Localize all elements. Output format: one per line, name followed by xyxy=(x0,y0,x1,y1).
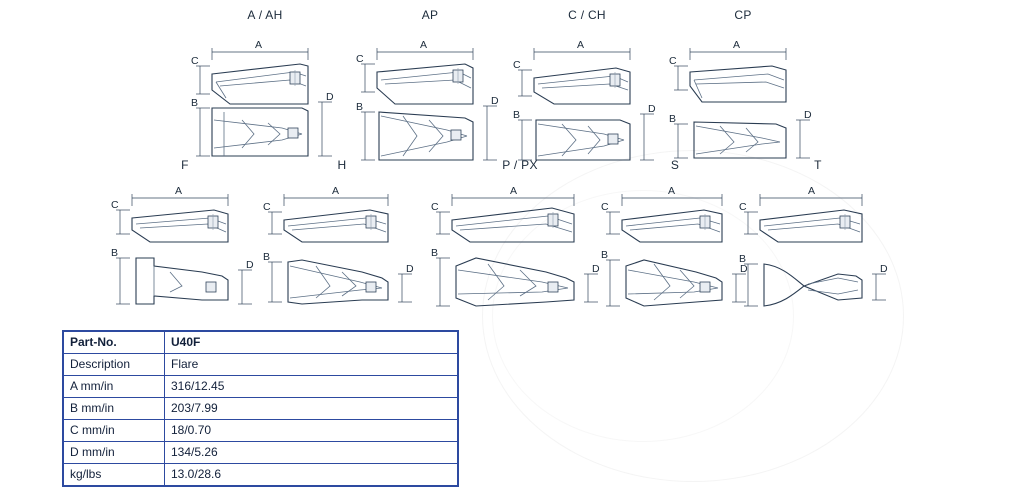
variant-drawing xyxy=(600,174,750,314)
variant-views xyxy=(738,174,898,314)
dim-d-label: D xyxy=(326,91,334,103)
variant-drawing xyxy=(262,174,422,314)
variant-views xyxy=(355,24,505,164)
table-row xyxy=(64,398,458,420)
dim-d-label: D xyxy=(491,95,499,107)
dim-d-label: D xyxy=(406,263,414,275)
variant-label: F xyxy=(181,158,189,172)
dim-b-label: B xyxy=(191,97,199,109)
variant-drawing xyxy=(430,174,610,314)
dim-b-label: B xyxy=(739,253,747,265)
spec-table xyxy=(62,330,459,487)
dim-d-label: D xyxy=(592,263,600,275)
variant-label: H xyxy=(337,158,347,172)
dim-b-label: B xyxy=(356,101,364,113)
variant-label: AP xyxy=(421,8,439,22)
row-key: kg/lbs xyxy=(64,464,165,486)
dim-a-label: A xyxy=(332,185,340,197)
variant-views xyxy=(512,24,662,164)
dim-c-label: C xyxy=(739,201,747,213)
dim-c-label: C xyxy=(263,201,271,213)
dim-c-label: C xyxy=(111,199,119,211)
dim-c-label: C xyxy=(669,55,677,67)
dim-d-label: D xyxy=(648,103,656,115)
dim-c-label: C xyxy=(356,53,364,65)
variant-drawing xyxy=(738,174,898,314)
variant-views xyxy=(600,174,750,314)
dim-b-label: B xyxy=(431,247,439,259)
variant-c-ch xyxy=(512,8,662,158)
spec-table-grid xyxy=(63,331,458,486)
variant-label: T xyxy=(814,158,822,172)
dim-a-label: A xyxy=(733,39,741,51)
variant-label: S xyxy=(670,158,680,172)
dim-a-label: A xyxy=(420,39,428,51)
variant-drawing xyxy=(110,174,260,314)
table-row xyxy=(64,332,458,354)
variant-label: C / CH xyxy=(568,8,606,22)
table-row xyxy=(64,464,458,486)
dim-d-label: D xyxy=(880,263,888,275)
row-value: 18/0.70 xyxy=(165,420,458,442)
variant-drawing xyxy=(512,24,662,164)
variant-p-px xyxy=(430,158,610,308)
row-value: 13.0/28.6 xyxy=(165,464,458,486)
dim-a-label: A xyxy=(668,185,676,197)
variant-label: CP xyxy=(734,8,752,22)
dim-a-label: A xyxy=(808,185,816,197)
row-value: 134/5.26 xyxy=(165,442,458,464)
variant-views xyxy=(190,24,340,164)
dim-b-label: B xyxy=(263,251,271,263)
dim-d-label: D xyxy=(804,109,812,121)
dim-b-label: B xyxy=(513,109,521,121)
dim-a-label: A xyxy=(175,185,183,197)
dim-a-label: A xyxy=(510,185,518,197)
variant-s xyxy=(600,158,750,308)
dim-c-label: C xyxy=(431,201,439,213)
dim-c-label: C xyxy=(191,55,199,67)
table-row xyxy=(64,442,458,464)
variant-drawing xyxy=(355,24,505,164)
row-key: D mm/in xyxy=(64,442,165,464)
dim-b-label: B xyxy=(669,113,677,125)
table-row xyxy=(64,354,458,376)
table-row xyxy=(64,420,458,442)
row-key: Description xyxy=(64,354,165,376)
variant-cp xyxy=(668,8,818,158)
dim-c-label: C xyxy=(513,59,521,71)
variant-label: P / PX xyxy=(502,158,538,172)
row-key: Part-No. xyxy=(64,332,165,354)
variant-a-ah xyxy=(190,8,340,158)
row-value: 316/12.45 xyxy=(165,376,458,398)
dim-b-label: B xyxy=(601,249,609,261)
variant-h xyxy=(262,158,422,308)
row-value: 203/7.99 xyxy=(165,398,458,420)
row-key: A mm/in xyxy=(64,376,165,398)
variant-t xyxy=(738,158,898,308)
dim-d-label: D xyxy=(246,259,254,271)
dim-a-label: A xyxy=(255,39,263,51)
dim-c-label: C xyxy=(601,201,609,213)
row-value: Flare xyxy=(165,354,458,376)
dim-d-label: D xyxy=(740,263,748,275)
variant-views xyxy=(110,174,260,314)
row-value: U40F xyxy=(165,332,458,354)
variant-f xyxy=(110,158,260,308)
row-key: C mm/in xyxy=(64,420,165,442)
variant-drawing xyxy=(190,24,340,164)
dim-a-label: A xyxy=(577,39,585,51)
row-key: B mm/in xyxy=(64,398,165,420)
variant-ap xyxy=(355,8,505,158)
variant-drawing xyxy=(668,24,818,164)
table-row xyxy=(64,376,458,398)
variant-views xyxy=(262,174,422,314)
variant-label: A / AH xyxy=(247,8,283,22)
variant-views xyxy=(668,24,818,164)
dim-b-label: B xyxy=(111,247,119,259)
variant-views xyxy=(430,174,610,314)
